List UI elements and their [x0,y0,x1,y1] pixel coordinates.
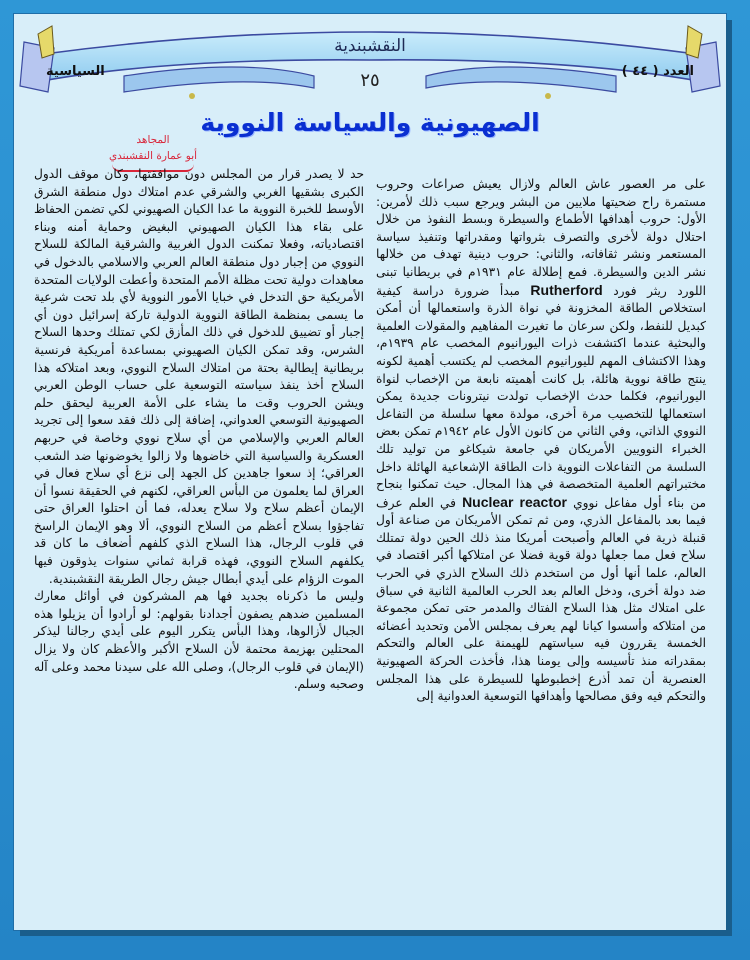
text-run: مبدأ ضرورة دراسة كيفية استخلاص الطاقة المخزونة في نواة الذرة واستعمالها أن أمكن كبديل للنفط، ولكن سرعان ما تغيرت المفاهيم والمقولات العلمية والبحثية عندما اكتشفت ذرات اليورانيوم المخصب عام ١٩٣٩م، وهذا الاكتشاف المهم لليورانيوم المخصب لم يكتسب أهمية لكونه ينتج طاقة نووية هائلة، بل كانت أهميته نابعة من الإخصاب لنواة اليورانيوم، فكلما حدث الإخصاب تولدت نيترونات جديدة يمكن استعمالها للتخصيب مرة أخرى، مولدة معها سلسلة من التفاعل النووي الذاتي، وفي الثاني من كانون الأول عام ١٩٤٢م تمكن بعض الخبراء النوويين الأمريكان في جامعة شيكاغو من توليد تلك السلسة من التفاعلات النووية ذات الطاقة الإشعاعية الهائلة داخل مختبراتهم العلمية المتخصصة في هذا المجال. حيث تمكنوا بنجاح من بناء أول مفاعل نووي [376,283,707,510]
paragraph [376,176,706,706]
text-run: على مر العصور عاش العالم ولازال يعيش صراعات وحروب مستمرة راح ضحيتها ملايين من البشر ويرجع سبب ذلك لأمرين: الأول: حروب أهدافها الأطماع والسيطرة وبسط النفوذ من خلال احتلال دولة لأخرى والتصرف بثرواتها ومقدراتها وتنفيذ سياسة المستعمر ونشر ثقافاته، والثاني: حروب دينية تهدف من خلالها نشر الدين والسيطرة. فمع إطلالة عام ١٩٣١م في بريطانيا تبنى اللورد ريثر فورد [376,177,706,298]
section-label: السياسية [46,64,105,79]
magazine-page [14,14,726,930]
ribbon-banner [14,14,726,104]
article-column-left [34,166,364,694]
text-run: في العلم عرف فيما بعد بالمفاعل الذري، ومن ثم تمكن الأمريكان من صناعة أول قنبلة ذرية في العالم وأصبحت أمريكا منذ ذلك الحين دولة تمتلك سلاح فعل مما جعلها دولة قوية فضلا عن امتلاكها أكبر اقتصاد في العالم، علما أنها أول من استخدم ذلك السلاح الذري في الحرب ضد دولة أخرى، ودخل العالم بعد الحرب العالمية الثانية في سباق على امتلاك مثل هذا السلاح الفتاك والمدمر حتى تمكن مجموعة من امتلاكه وأسسوا كيانا لهم يعرف بمجلس الأمن وتحديد أعضائه الخمسة يقررون فيه سياستهم للهيمنة على العالم والتحكم بمقدراته منذ تأسيسه وإلى يومنا هذا، فأخذت الحركة الصهيونية العنصرية أن تمد أذرع إخطبوطها للسيطرة على هذا المجلس والتحكم فيه وفق مصالحها وأهدافها التوسعية العدوانية إلى [376,495,706,704]
author-name: أبو عمارة النقشبندي [108,150,198,162]
article-title: الصهيونية والسياسة النووية [200,108,540,137]
issue-number: العدد ( ٤٤ ) [621,64,694,79]
paragraph: وليس ما ذكرناه بجديد فها هم المشركون في أوائل معارك المسلمين ضدهم يصفون أجدادنا بقولهم: لو أرادوا أن يزيلوا هذه الجبال لأزالوها، وهذا البأس يتكرر اليوم على أيدي رجالنا ليذكر المحتلين بهزيمة محتمة لأن السلاح الأكبر والأعظم كان ولا يزال (الإيمان في قلوب الرجال)، وصلى الله على سيدنا محمد وعلى آله وصحبه وسلم. [34,589,364,692]
magazine-name: النقشبندية [334,36,406,56]
paragraph: حد لا يصدر قرار من المجلس دون موافقتها، وكان موقف الدول الكبرى بشقيها الغربي والشرقي عدم امتلاك دول منطقة الشرق الأوسط للخبرة النووية ما عدا الكيان الصهيوني لكي تضمن الحفاظ على بقاء هذا الكيان الصهيوني البغيض وحماية أمنه وبناء اقتصادياته، وفعلا تمكنت الدول الغربية والشرقية المالكة للسلاح النووي من إجبار دول منطقة العالم العربي والاسلامي بالدخول في معاهدات دولية تحت مظلة الأمم المتحدة وأعطت الولايات المتحدة الأمريكية حق التدخل في خبايا الأمور النووية لأي بلد تحت شرعية ما يسمى بمنظمة الطاقة النووية الدولية تاركة إسرائيل دون أي إجبار أو تضييق للدخول في ذلك المأزق لكي تمتلك وحدها السلاح الشرس، وقد تمكن الكيان الصهيوني بمساعدة أمريكية فرنسية بريطانية إيطالية بحتة من امتلاك السلاح النووي، وبعد امتلاكه هذا السلاح أخذ ينفذ سياسته التوسعية على حساب الوطن العربي ويشن الحروب وقت ما يشاء على الأمة العربية ليحقق حلم الصهيونية التوسعي العدواني، إضافة إلى ذلك فقد سعوا إلى تجريد العالم العربي والإسلامي من أي سلاح نووي وخاصة في حربهم العسكرية والسياسية التي خاضوها ولا زالوا يخوضونها ضد الشعب العراقي؛ إذ سعوا جاهدين كل الجهد إلى نزع أي سلاح فعال في العراق لما يعلمون من البأس العراقي، لكنهم في الحقيقة نسوا أن الإيمان أعظم سلاح ولا سلاح يعدله، فما أن احتلوا العراق حتى تفاجؤوا بسلاح أعظم من السلاح النووي، ألا وهو الإيمان الراسخ في قلوب الرجال، هذا السلاح الذي كلفهم أضعاف ما كان قد يكلفهم السلاح النووي، فهذه قرابة ثماني سنوات يذوقون فيها الموت الزؤام على أيدي أبطال جيش رجال الطريقة النقشبندية. [34,167,364,586]
text-run-english: Nuclear reactor [462,493,568,510]
author-title: المجاهد [136,134,170,146]
page-number: ٢٥ [360,70,380,91]
article-column-right [376,176,706,706]
text-run-english: Rutherford [530,281,603,298]
